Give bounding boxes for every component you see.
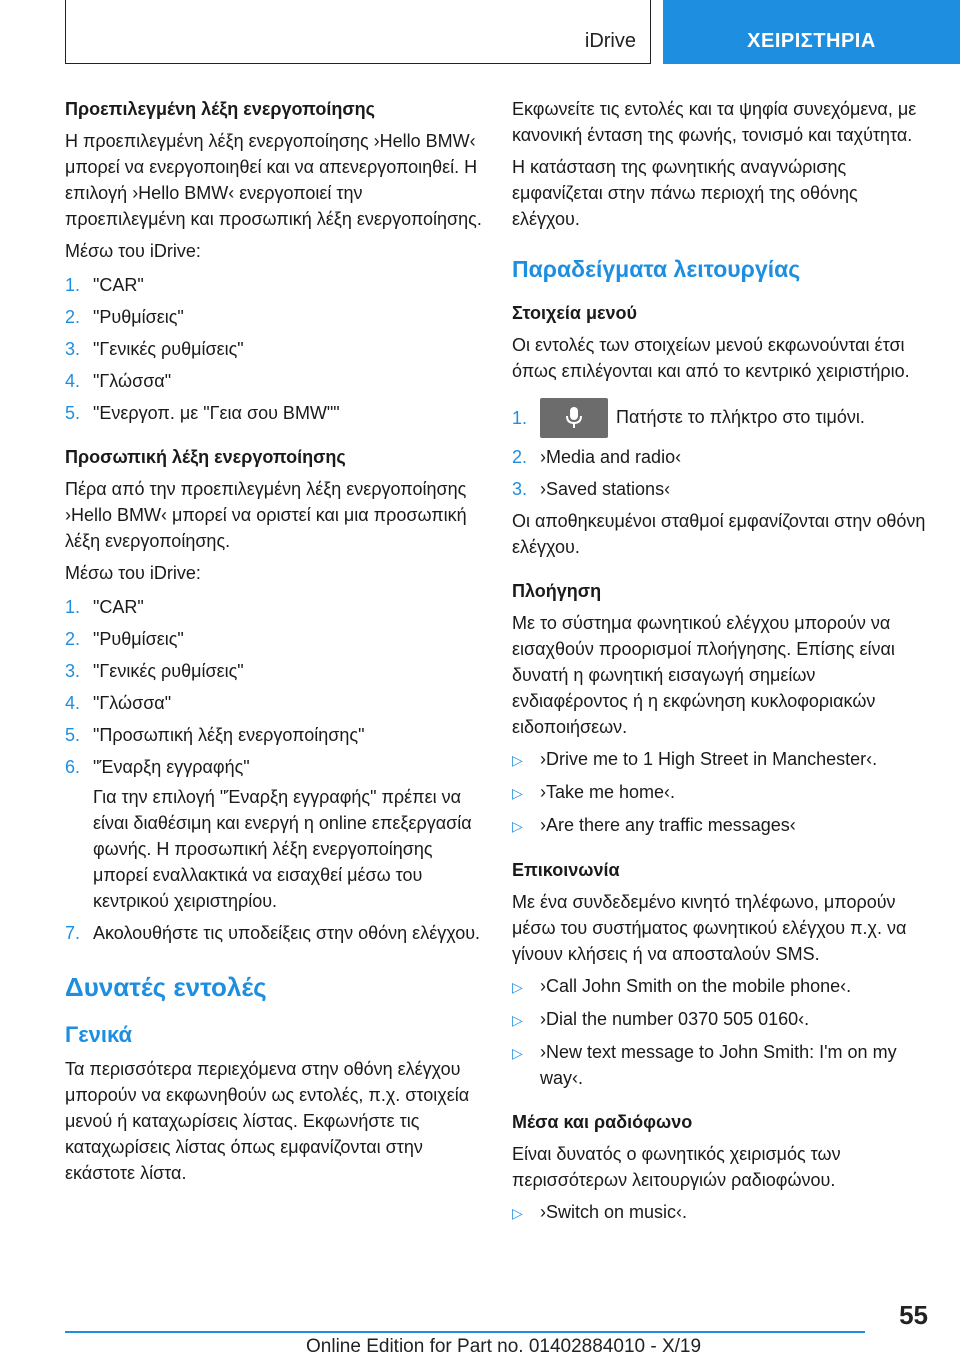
step-number: 5. (65, 403, 81, 423)
paragraph: Τα περισσότερα περιεχόμενα στην οθόνη ελέγχου μπορούν να εκφωνηθούν ως εντολές, π.χ. στοιχεία μενού ή καταχωρίσεις λίστας. Εκφωνήστε τις καταχωρίσεις λίστας όπως εμφανίζονται στην εκάστοτε λίστα. (65, 1059, 470, 1183)
list-item (65, 272, 485, 298)
section-title-media-radio: Μέσα και ραδιόφωνο (512, 1112, 693, 1132)
step-text: ›Saved stations‹ (540, 479, 671, 499)
list-item (512, 746, 930, 773)
list-item (512, 779, 930, 806)
list-item (65, 722, 485, 748)
step-note: Για την επιλογή "Έναρξη εγγραφής" πρέπει να είναι διαθέσιμη και ενεργή η online επεξεργασία φωνής. Η προσωπική λέξη ενεργοποίησης μπορεί εναλλακτικά να εισαχθεί μέσω του κεντρικού χειριστηρίου. (93, 787, 472, 911)
bullet-triangle-icon: ▷ (512, 1012, 523, 1028)
list-item-text: ›Take me home‹. (540, 782, 676, 802)
step-number: 6. (65, 757, 81, 777)
step-text: ›Media and radio‹ (540, 447, 682, 467)
list-item (512, 1199, 930, 1226)
voice-button-image (540, 398, 608, 438)
list-item (512, 1006, 930, 1033)
list-item (65, 690, 485, 716)
heading-function-examples: Παραδείγματα λειτουργίας (512, 256, 801, 282)
list-item (65, 304, 485, 330)
paragraph: Με το σύστημα φωνητικού ελέγχου μπορούν να εισαχθούν προορισμοί πλοήγησης. Επίσης είναι δυνατή η φωνητική εισαγωγή σημείων ενδιαφέροντος ή η εκφώνηση κυκλοφοριακών ειδοποιήσεων. (512, 613, 895, 737)
list-item (512, 1039, 930, 1091)
step-text: "Προσωπική λέξη ενεργοποίησης" (93, 725, 365, 745)
bullet-list (512, 973, 930, 1091)
step-number: 1. (65, 597, 81, 617)
paragraph: Με ένα συνδεδεμένο κινητό τηλέφωνο, μπορούν μέσω του συστήματος φωνητικού ελέγχου π.χ. να γίνουν κλήσεις ή να αποσταλούν SMS. (512, 892, 907, 964)
step-text: "CAR" (93, 597, 144, 617)
step-text (540, 398, 930, 438)
step-text: "CAR" (93, 275, 144, 295)
list-item (65, 626, 485, 652)
section-title-default-wake-word: Προεπιλεγμένη λέξη ενεργοποίησης (65, 99, 375, 119)
list-item (65, 920, 485, 946)
page-number: 55 (899, 1300, 928, 1330)
step-number: 4. (65, 693, 81, 713)
list-item (512, 398, 930, 438)
bullet-triangle-icon: ▷ (512, 1045, 523, 1061)
bullet-triangle-icon: ▷ (512, 752, 523, 768)
paragraph: Εκφωνείτε τις εντολές και τα ψηφία συνεχόμενα, με κανονική ένταση της φωνής, τονισμό και ταχύτητα. (512, 99, 917, 145)
step-number: 7. (65, 923, 81, 943)
list-item (65, 754, 485, 914)
step-number: 2. (65, 307, 81, 327)
step-number: 5. (65, 725, 81, 745)
list-item-text: ›Are there any traffic messages‹ (540, 815, 796, 835)
list-item (65, 368, 485, 394)
bullet-triangle-icon: ▷ (512, 785, 523, 801)
step-number: 4. (65, 371, 81, 391)
bullet-triangle-icon: ▷ (512, 1205, 523, 1221)
bullet-triangle-icon: ▷ (512, 979, 523, 995)
list-item (65, 336, 485, 362)
microphone-icon (564, 407, 584, 429)
page-header (65, 0, 960, 64)
list-item (512, 812, 930, 839)
step-text: "Γλώσσα" (93, 371, 172, 391)
section-title-menu-items: Στοιχεία μενού (512, 303, 638, 323)
step-text: "Γενικές ρυθμίσεις" (93, 339, 244, 359)
step-text: "Ενεργοπ. με "Γεια σου BMW"" (93, 403, 340, 423)
step-number: 1. (65, 275, 81, 295)
bullet-list (512, 746, 930, 839)
step-label: Πατήστε το πλήκτρο στο τιμόνι. (616, 406, 865, 427)
step-text: "Γενικές ρυθμίσεις" (93, 661, 244, 681)
left-column (65, 96, 485, 1186)
step-text: "Γλώσσα" (93, 693, 172, 713)
list-item (65, 400, 485, 426)
list-item-text: ›New text message to John Smith: I'm on my way‹. (540, 1042, 897, 1088)
header-chapter-tab: ΧΕΙΡΙΣΤΗΡΙΑ (663, 0, 960, 64)
paragraph: Η προεπιλεγμένη λέξη ενεργοποίησης ›Hello BMW‹ μπορεί να ενεργοποιηθεί και να απενεργοποιηθεί. Η επιλογή ›Hello BMW‹ ενεργοποιεί την προεπιλεγμένη και προσωπική λέξη ενεργοποίησης. (65, 131, 482, 229)
header-frame (65, 0, 651, 64)
step-text: "Ρυθμίσεις" (93, 629, 184, 649)
paragraph: Οι αποθηκευμένοι σταθμοί εμφανίζονται στην οθόνη ελέγχου. (512, 511, 926, 557)
paragraph: Είναι δυνατός ο φωνητικός χειρισμός των περισσότερων λειτουργιών ραδιοφώνου. (512, 1144, 841, 1190)
paragraph: Πέρα από την προεπιλεγμένη λέξη ενεργοποίησης ›Hello BMW‹ μπορεί να οριστεί και μια προσωπική λέξη ενεργοποίησης. (65, 479, 467, 551)
list-item (65, 658, 485, 684)
step-number: 3. (65, 339, 81, 359)
list-item (512, 973, 930, 1000)
bullet-list (512, 1199, 930, 1226)
list-item (512, 476, 930, 502)
heading-possible-commands: Δυνατές εντολές (65, 972, 267, 1002)
footer-divider (65, 1331, 865, 1333)
section-title-personal-wake-word: Προσωπική λέξη ενεργοποίησης (65, 447, 346, 467)
right-column (512, 96, 930, 1232)
section-title-navigation: Πλοήγηση (512, 581, 602, 601)
list-item (512, 444, 930, 470)
list-item-text: ›Dial the number 0370 505 0160‹. (540, 1009, 810, 1029)
step-text: "Ρυθμίσεις" (93, 307, 184, 327)
step-number: 1. (512, 408, 528, 428)
section-title-communication: Επικοινωνία (512, 860, 620, 880)
paragraph: Μέσω του iDrive: (65, 563, 201, 583)
paragraph: Μέσω του iDrive: (65, 241, 201, 261)
heading-general: Γενικά (65, 1022, 133, 1047)
step-number: 3. (65, 661, 81, 681)
header-section: iDrive (584, 30, 636, 52)
list-item-text: ›Switch on music‹. (540, 1202, 688, 1222)
step-number: 2. (65, 629, 81, 649)
bullet-triangle-icon: ▷ (512, 818, 523, 834)
steps-list (65, 272, 485, 426)
paragraph: Οι εντολές των στοιχείων μενού εκφωνούνται έτσι όπως επιλέγονται και από το κεντρικό χειριστήριο. (512, 335, 910, 381)
step-label: "Έναρξη εγγραφής" (93, 757, 250, 777)
step-number: 2. (512, 447, 528, 467)
list-item-text: ›Drive me to 1 High Street in Manchester‹. (540, 749, 878, 769)
step-text (93, 754, 485, 914)
step-text: Ακολουθήστε τις υποδείξεις στην οθόνη ελέγχου. (93, 923, 481, 943)
steps-list (512, 398, 930, 502)
steps-list (65, 594, 485, 946)
paragraph: Η κατάσταση της φωνητικής αναγνώρισης εμφανίζεται στην πάνω περιοχή της οθόνης ελέγχου. (512, 157, 858, 229)
footer-edition: Online Edition for Part no. 01402884010 - X/19 (306, 1336, 702, 1357)
list-item-text: ›Call John Smith on the mobile phone‹. (540, 976, 852, 996)
step-number: 3. (512, 479, 528, 499)
list-item (65, 594, 485, 620)
